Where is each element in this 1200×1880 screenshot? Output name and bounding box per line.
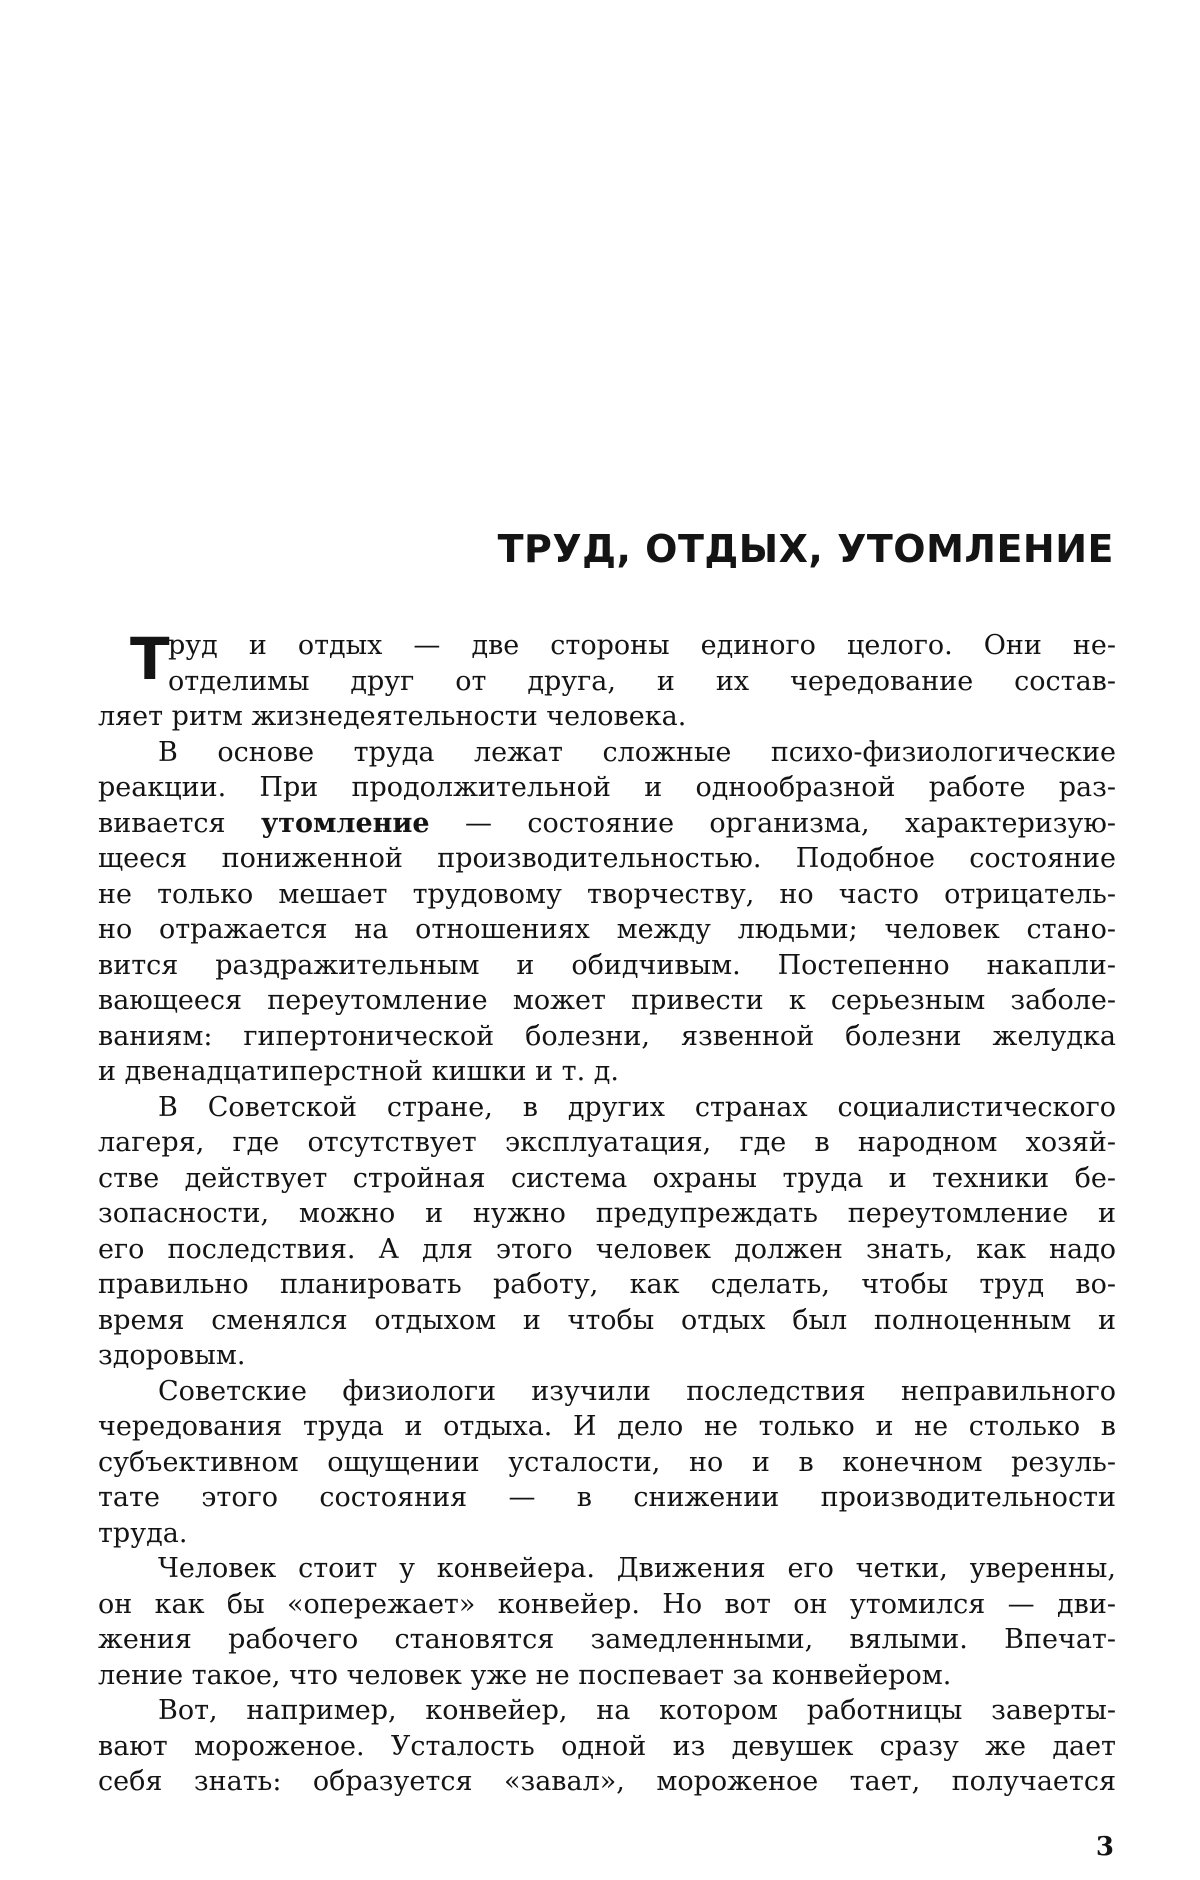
chapter-body [98,625,1116,1800]
text-line: ление такое, что человек уже не поспевает за конвейером. [98,1659,952,1691]
text-line: вают мороженое. Усталость одной из девушек сразу же дает [98,1730,1116,1762]
text-line: и двенадцатиперстной кишки и т. д. [98,1056,619,1087]
text-line: стве действует стройная система охраны труда и техники бе- [98,1162,1116,1194]
text-line: не только мешает трудовому творчеству, но часто отрицатель- [98,878,1116,910]
text-line-with-term [98,806,1116,842]
text-line: ваниям: гипертонической болезни, язвенной болезни желудка [98,1020,1116,1052]
text-line: реакции. При продолжительной и однообразной работе раз- [98,772,1116,803]
chapter-title: ТРУД, ОТДЫХ, УТОМЛЕНИЕ [497,527,1114,571]
text-line: Вот, например, конвейер, на котором работницы заверты- [158,1695,1116,1726]
text-line: себя знать: образуется «завал», мороженое тает, получается [98,1766,1116,1797]
text-line: Советские физиологи изучили последствия неправильного [158,1375,1116,1407]
text-line: правильно планировать работу, как сделать, чтобы труд во- [98,1269,1116,1300]
text-line: руд и отдых — две стороны единого целого. Они не- [168,630,1116,661]
text-line: тате этого состояния — в снижении производительности [98,1482,1116,1513]
text-line: время сменялся отдыхом и чтобы отдых был полноценным и [98,1304,1116,1336]
text-line: вающееся переутомление может привести к серьезным заболе- [98,985,1116,1016]
text-line: вится раздражительным и обидчивым. Постепенно накапли- [98,949,1116,981]
text-line: его последствия. А для этого человек должен знать, как надо [98,1233,1116,1265]
text-line: он как бы «опережает» конвейер. Но вот он утомился — дви- [98,1588,1116,1620]
text-line: здоровым. [98,1340,246,1371]
text-line: субъективном ощущении усталости, но и в конечном резуль- [98,1446,1116,1478]
drop-cap: Т [130,625,170,693]
text-fragment: — состояние организма, характеризую- [429,807,1116,839]
text-fragment: вивается [98,807,261,839]
text-line: но отражается на отношениях между людьми; человек стано- [98,914,1116,945]
text-line: лагеря, где отсутствует эксплуатация, где в народном хозяй- [98,1127,1116,1158]
text-line: жения рабочего становятся замедленными, вялыми. Впечат- [98,1624,1116,1655]
page-number: 3 [1095,1832,1114,1862]
text-line: щееся пониженной производительностью. Подобное состояние [98,843,1116,874]
text-line: ляет ритм жизнедеятельности человека. [98,701,687,732]
text-line: В Советской стране, в других странах социалистического [158,1091,1116,1123]
text-line: чередования труда и отдыха. И дело не только и не столько в [98,1411,1116,1442]
text-line: зопасности, можно и нужно предупреждать переутомление и [98,1198,1116,1229]
text-line: отделимы друг от друга, и их чередование состав- [168,665,1116,697]
text-line: труда. [98,1517,188,1549]
text-line: В основе труда лежат сложные психо-физиологические [158,736,1116,768]
text-line: Человек стоит у конвейера. Движения его четки, уверенны, [158,1553,1116,1584]
bold-term: утомление [260,807,430,839]
